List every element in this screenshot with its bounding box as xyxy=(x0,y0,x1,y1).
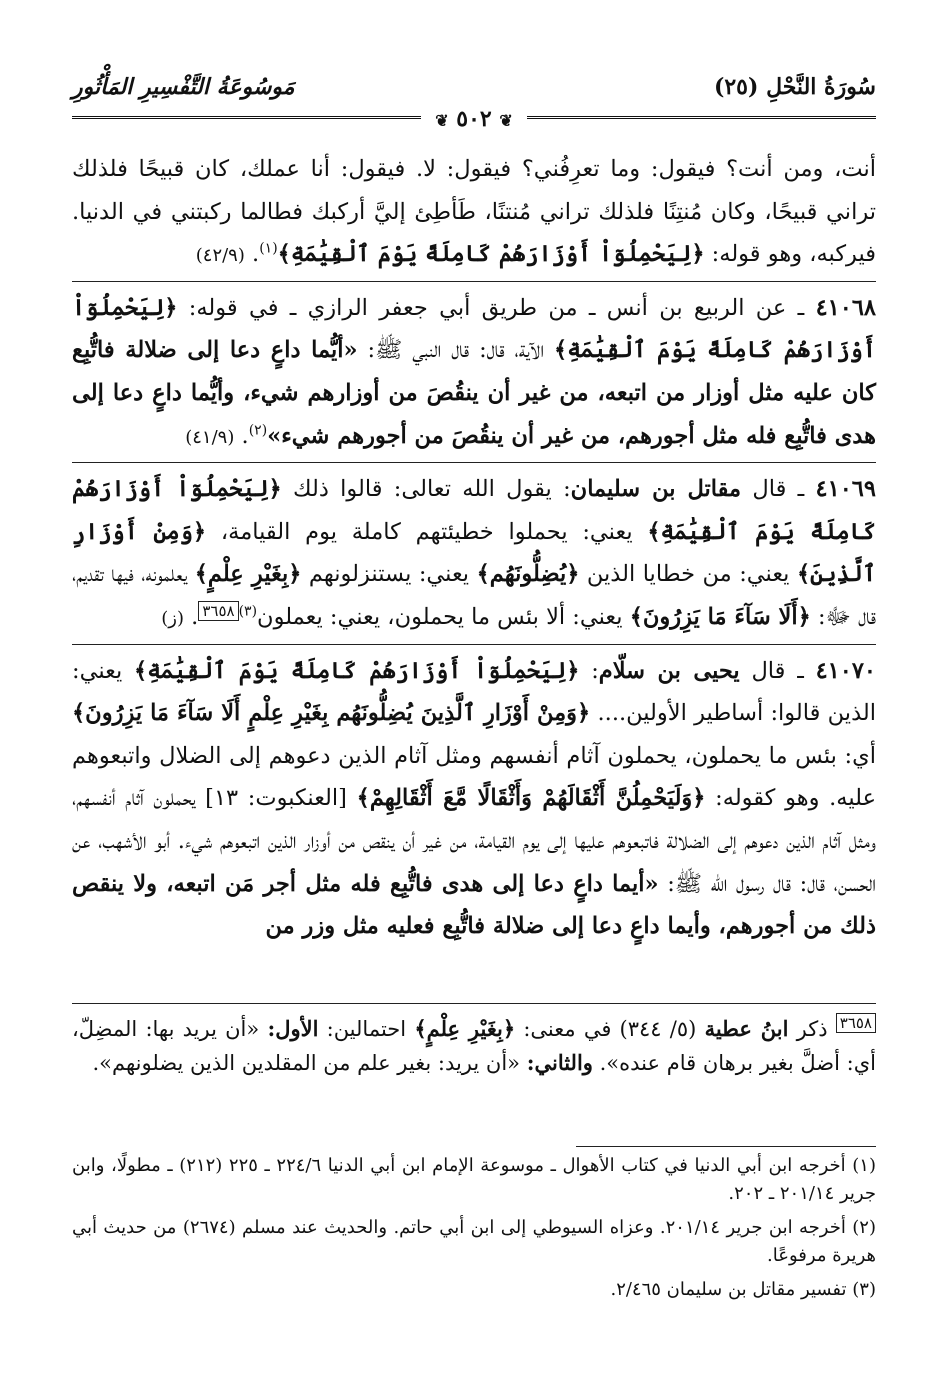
quran-quote: ﴿وَمِنْ أَوْزَارِ ٱلَّذِينَ﴾ xyxy=(72,518,877,588)
narrator-name: مقاتل بن سليمان xyxy=(570,476,742,503)
narrator-name: يحيى بن سلّام xyxy=(598,657,740,684)
footnote-rule xyxy=(576,1146,876,1147)
first-label: الأول: xyxy=(267,1016,319,1041)
entry-separator xyxy=(72,462,876,463)
page-number-block xyxy=(421,106,527,132)
footnote-marker: (١) xyxy=(259,240,278,257)
scholar-name: ابنُ عطية xyxy=(704,1016,789,1041)
commentary-box-ref: ٣٦٥٨ xyxy=(198,601,238,621)
main-text xyxy=(72,148,876,948)
quran-quote: ﴿لِيَحْمِلُوٓاْ أَوْزَارَهُمْ كَامِلَةً يَوْمَ ٱلْقِيَٰمَةِ﴾ xyxy=(72,294,876,364)
footnote-marker: (٢) xyxy=(248,422,268,439)
quran-quote: ﴿وَلَيَحْمِلُنَّ أَثْقَالَهُمْ وَأَثْقَالًا مَّعَ أَثْقَالِهِمْ﴾ xyxy=(356,785,706,812)
quran-quote: ﴿بِغَيْرِ عِلْمٍ﴾ xyxy=(414,1016,516,1041)
footnote-3: (٣) تفسير مقاتل بن سليمان ٢/٤٦٥. xyxy=(610,1279,876,1300)
second-label: والثاني: xyxy=(526,1050,593,1075)
book-title: مَوسُوعَةُ التَّفْسِيرِ المَأْثُورِ xyxy=(72,74,295,100)
ornament-icon: ❦ xyxy=(499,111,513,130)
quran-quote: ﴿أَلَا سَآءَ مَا يَزِرُونَ﴾ xyxy=(629,603,811,630)
entry-separator xyxy=(72,644,876,645)
commentary-rule xyxy=(72,1003,876,1004)
entry-number: ٤١٠٦٨ xyxy=(815,294,876,321)
page-header xyxy=(72,60,876,132)
page-number: ٥٠٢ xyxy=(456,106,492,132)
entry-number: ٤١٠٦٩ xyxy=(815,476,876,503)
hadith-text: «أيُّما داعٍ دعا إلى ضلالة فاتُّبِع كان عليه مثل أوزار من اتبعه، من غير أن ينقُصَ من أوزارهم شيء، وأيُّما داعٍ دعا إلى هدى فاتُّبِع فله مثل أجورهم، من غير أن ينقُصَ من أجورهم شيء» xyxy=(72,337,876,449)
entry-41070: ٤١٠٧٠ ـ قال يحيى بن سلّام: ﴿لِيَحْمِلُوٓاْ أَوْزَارَهُمْ كَامِلَةً يَوْمَ ٱلْقِيَٰمَةِ﴾ يعني: الذين قالوا: أساطير الأولين.... ﴿وَمِنْ أَوْزَارِ ٱلَّذِينَ يُضِلُّونَهُم بِغَيْرِ عِلْمٍ أَلَا سَآءَ مَا يَزِرُونَ﴾ أي: بئس ما يحملون، يحملون آثام أنفسهم ومثل آثام الذين دعوهم إلى الضلال واتبعوهم عليه. وهو كقوله: ﴿وَلَيَحْمِلُنَّ أَثْقَالَهُمْ وَأَثْقَالًا مَّعَ أَثْقَالِهِمْ﴾ [العنكبوت: ١٣] يحملون آثام أنفسهم، ومثل آثام الذين دعوهم إلى الضلالة فاتبعوهم عليها إلى يوم القيامة، من غير أن ينقص من أوزار الذين اتبعوهم شيء. أبو الأشهب، عن الحسن، قال: قال رسول الله ﷺ: «أيما داعٍ دعا إلى هدى فاتُّبِع فله مثل أجر مَن اتبعه، ولا ينقص ذلك من أجورهم، وأيما داعٍ دعا إلى ضلالة فاتُّبِع فعليه مثل وزر من xyxy=(72,657,877,940)
volume-reference: (٤١/٩) xyxy=(185,426,235,448)
quran-quote: ﴿لِيَحْمِلُوٓاْ أَوْزَارَهُمْ كَامِلَةً يَوْمَ ٱلْقِيَٰمَةِ﴾ xyxy=(134,657,580,684)
quran-quote: ﴿لِيَحْمِلُوٓاْ أَوْزَارَهُمْ كَامِلَةً يَوْمَ ٱلْقِيَٰمَةِ﴾ xyxy=(72,476,877,545)
quran-quote: ﴿بِغَيْرِ عِلْمٍ﴾ xyxy=(194,561,302,588)
commentary-box-ref: ٣٦٥٨ xyxy=(836,1013,876,1033)
quran-quote: ﴿يُضِلُّونَهُم﴾ xyxy=(476,561,580,588)
quran-quote: ﴿لِيَحْمِلُوٓاْ أَوْزَارَهُمْ كَامِلَةً يَوْمَ ٱلْقِيَٰمَةِ﴾ xyxy=(277,241,705,268)
quran-quote: ﴿وَمِنْ أَوْزَارِ ٱلَّذِينَ يُضِلُّونَهُم بِغَيْرِ عِلْمٍ أَلَا سَآءَ مَا يَزِرُونَ﴾ xyxy=(72,700,591,727)
source-code: (ز) xyxy=(161,607,185,629)
hadith-text: «أيما داعٍ دعا إلى هدى فاتُّبِع فله مثل أجر مَن اتبعه، ولا ينقص ذلك من أجورهم، وأيما داعٍ دعا إلى ضلالة فاتُّبِع فعليه مثل وزر من xyxy=(72,870,876,940)
footnote-1: (١) أخرجه ابن أبي الدنيا في كتاب الأهوال ـ موسوعة الإمام ابن أبي الدنيا ٢٢٤/٦ ـ ٢٢٥ (٢١٢) ـ مطولًا، وابن جرير ٢٠١/١٤ ـ ٢٠٢. xyxy=(72,1155,876,1204)
volume-reference: (٤٢/٩) xyxy=(195,245,245,267)
ornament-icon: ❦ xyxy=(435,111,449,130)
footnote-marker: (٣) xyxy=(238,603,258,620)
commentary-note: ٣٦٥٨ ذكر ابنُ عطية (٥/ ٣٤٤) في معنى: ﴿بِغَيْرِ عِلْمٍ﴾ احتمالين: الأول: «أن يريد بها: المضِلّ، أي: أضلَّ بغير برهان قام عنده». والثاني: «أن يريد: بغير علم من المقلدين الذين يضلونهم». xyxy=(72,1014,876,1075)
surah-title: سُورَةُ النَّحْلِ (٢٥) xyxy=(713,74,876,100)
entry-41069: ٤١٠٦٩ ـ قال مقاتل بن سليمان: يقول الله تعالى: قالوا ذلك ﴿لِيَحْمِلُوٓاْ أَوْزَارَهُمْ كَامِلَةً يَوْمَ ٱلْقِيَٰمَةِ﴾ يعني: يحملوا خطيئتهم كاملة يوم القيامة، ﴿وَمِنْ أَوْزَارِ ٱلَّذِينَ﴾ يعني: من خطايا الذين ﴿يُضِلُّونَهُم﴾ يعني: يستنزلونهم ﴿بِغَيْرِ عِلْمٍ﴾ يعلمونه، فيها تقديم، قال ﷻ: ﴿أَلَا سَآءَ مَا يَزِرُونَ﴾ يعني: ألا بئس ما يحملون، يعني: يعملون$^{(٣)}$٣٦٥٨. (ز) xyxy=(72,476,877,630)
paragraph-continuation: أنت، ومن أنت؟ فيقول: وما تعرِفُني؟ فيقول: لا. فيقول: أنا عملك، كان قبيحًا فلذلك تراني قبيحًا، وكان مُنتِنًا فلذلك تراني مُنتنًا، طَأطِئ إليَّ أركبك فطالما ركبتني في الدنيا. فيركبه، وهو قوله: ﴿لِيَحْمِلُوٓاْ أَوْزَارَهُمْ كَامِلَةً يَوْمَ ٱلْقِيَٰمَةِ﴾$^{(١)}$. (٤٢/٩) xyxy=(72,156,876,268)
footnotes xyxy=(72,1152,876,1310)
entry-41068: ٤١٠٦٨ ـ عن الربيع بن أنس ـ من طريق أبي جعفر الرازي ـ في قوله: ﴿لِيَحْمِلُوٓاْ أَوْزَارَهُمْ كَامِلَةً يَوْمَ ٱلْقِيَٰمَةِ﴾ الآية، قال: قال النبي ﷺ: «أيُّما داعٍ دعا إلى ضلالة فاتُّبِع كان عليه مثل أوزار من اتبعه، من غير أن ينقُصَ من أوزارهم شيء، وأيُّما داعٍ دعا إلى هدى فاتُّبِع فله مثل أجورهم، من غير أن ينقُصَ من أجورهم شيء»$^{(٢)}$. (٤١/٩) xyxy=(72,294,876,449)
entry-separator xyxy=(72,281,876,282)
entry-number: ٤١٠٧٠ xyxy=(815,657,877,684)
footnote-2: (٢) أخرجه ابن جرير ٢٠١/١٤. وعزاه السيوطي إلى ابن أبي حاتم. والحديث عند مسلم (٢٦٧٤) من حديث أبي هريرة مرفوعًا. xyxy=(72,1217,876,1266)
